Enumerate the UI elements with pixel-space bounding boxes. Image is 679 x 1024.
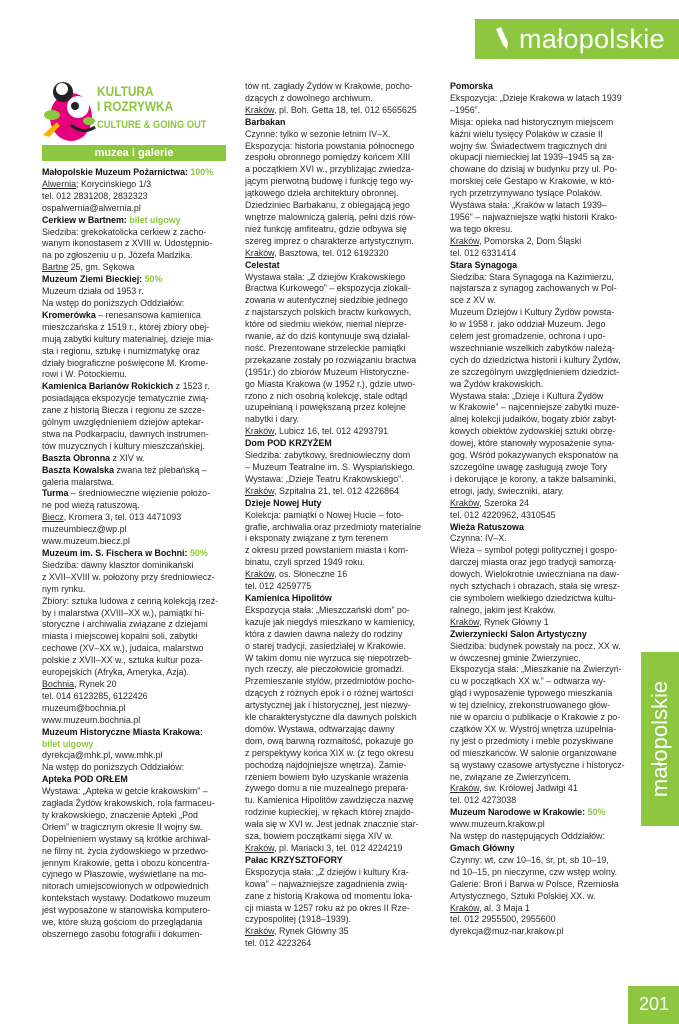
text-line: tu. Kamienica Hipolitów zawdzięcza nazwę [245,795,414,806]
text-line: tel. 012 4259775 [245,581,312,592]
section-title-line1: KULTURA [97,83,154,99]
text-line: dyrekcja@muz-nar.krakow.pl [450,926,564,937]
text-line: muzeum@bochnia.pl [42,702,126,713]
text-line: cie symbolem wielkiego dziedzictwa kultu- [450,592,616,603]
text-line: tów muzycznych i kultury mieszczańskiej. [42,440,205,451]
place-link[interactable]: Bochnia [42,678,75,689]
text-line: (1951r.) do zbiorów Muzeum Historyczne- [245,366,410,377]
text-line: rzeniem bowiem było uzyskanie wrażenia [245,771,409,782]
text-line: dyrekcja@mhk.pl, www.mhk.pl [42,750,163,761]
text-line: ne pod wieżą ratuszową. [42,500,140,511]
text-line: w tej dzielnicy, zrekonstruowanego głów- [450,700,611,711]
text-line: Ekspozycja: „Dzieje Krakowa w latach 1939 [450,92,622,103]
text-line: jennym Krakowie, getta i obozu koncentra- [42,857,210,868]
text-line [245,438,440,450]
text-line: tel. 012 2831208, 2832323 [42,190,148,201]
text-line [450,260,640,272]
text-line: które od siedmiu wieków, niemal nieprze- [245,319,407,330]
text-line: Misja: opieka nad historycznym miejscem [450,116,614,127]
text-line [450,617,640,629]
text-line [42,679,228,691]
entry-heading: Pałac KRZYSZTOFORY [245,854,343,865]
text-line [42,774,228,786]
entry-heading: Kromerówka [42,309,96,320]
text-line [245,593,440,605]
text-line: ze szczególnym uwzględnieniem dziedzict- [450,366,620,377]
page-number: 201 [638,994,669,1014]
text-line [42,274,228,286]
text-line: wa tego okresu. [450,223,513,234]
text-line: stwa na Podkarpaciu, dawnych instrumen- [42,428,209,439]
place-link[interactable]: Kraków [245,843,275,853]
text-line: Siedziba: Stara Synagoga na Kazimierzu, [450,271,614,282]
text-line [42,488,228,500]
text-line [42,179,228,191]
text-line: Ekspozycja: historia powstania północnego [245,140,415,151]
text-line: z XVII–XVIII w. położony przy średniowiecz- [42,571,215,582]
text-span: , Rynek Główny 1 [479,616,549,627]
text-line: wanym ikonostasem z XVIII w. Udostępnio- [42,238,213,249]
entry-heading: Dzieje Nowej Huty [245,497,322,508]
text-line: zagłada Żydów krakowskich, rola farmaceu- [42,798,215,809]
text-line: ne filmy nt. życia żydowskiego w przedwo- [42,845,209,856]
text-line [450,498,640,510]
column-3 [450,81,640,938]
pencil-icon [491,27,511,51]
text-span: , Szeroka 24 [479,497,529,508]
text-line: darczej miasta oraz jego tradycji samorzą- [450,557,617,568]
text-line: dzących z różnych epok i o różnej wartości [245,688,414,699]
text-line: Zbiory: sztuka ludowa z cenną kolekcją rzeź- [42,595,219,606]
text-line [42,381,228,393]
text-line: binatu, czyli sprzed 1949 roku. [245,557,365,568]
text-line: rowi i W. Potockiemu. [42,369,127,380]
text-line: ność. Prezentowane strzeleckie pamiątki [245,342,406,353]
text-line [245,926,440,938]
text-line [245,105,440,117]
text-line: wa Żydów krakowskich. [450,378,544,389]
text-line: a początkiem XVI w., przybliżając zwiedza- [245,164,414,175]
text-line [450,81,640,93]
text-line: ospalwernia@alwernia.pl [42,202,141,213]
text-line: uzupełnianą i powiększaną przez kolejne [245,402,406,413]
entry-heading: Baszta Obronna [42,452,111,463]
discount-label: bilet ulgowy [42,738,94,749]
entry-heading: Muzeum Narodowe w Krakowie: [450,807,588,818]
culture-mascot-icon [35,77,105,147]
text-line: najstarsza z synagog zachowanych w Pol- [450,283,617,294]
text-line [42,215,228,227]
text-line: Przemieszanie stylów, przedmiotów pocho- [245,676,415,687]
text-line: tel. 014 6123285, 6122426 [42,690,148,701]
text-line [42,262,228,274]
text-line: polskie z XVII–XX w., sztuka kultur poza- [42,655,203,666]
page-number-box [628,986,679,1024]
text-line: we, które służą gościom do przeglądania [42,917,203,928]
text-line: nitorach umiejscowionych w odpowiednich [42,881,209,892]
text-line: morskiej cele Gestapo w Krakowie, w któ- [450,176,615,187]
text-line [42,512,228,524]
section-title [97,84,173,114]
text-line: go Miasta Krakowa (w 1952 r.), gdzie utwo- [245,378,416,389]
place-link[interactable]: Kraków [245,485,275,496]
text-line: kaźni wielu tysięcy Polaków w czasie II [450,128,603,139]
text-line: w Krakowie” – najcenniejsze zabytki muze- [450,402,620,413]
text-line: Na wstęp do następujących Oddziałów: [450,831,605,842]
place-link[interactable]: Kraków [450,783,480,794]
text-line: ty krakowskiego, znaczenie Apteki „Pod [42,809,198,820]
entry-heading: Celestat [245,259,280,270]
text-line: mieszczańska z 1519 r., której zbiory obej- [42,321,210,332]
brand-banner [475,19,679,59]
text-line: działy biograficzne poświęcone M. Krome- [42,357,209,368]
entry-heading: Muzeum im. S. Fischera w Bochni: [42,548,190,558]
text-line [42,167,228,179]
text-line [245,426,440,438]
text-span: z 1523 r. [173,381,210,392]
text-span: , Pomorska 2, Dom Śląski [479,235,582,246]
place-link[interactable]: Kraków [245,569,275,580]
entry-heading: Małopolskie Muzeum Pożarnictwa: [42,167,191,177]
text-line: W takim domu nie wyrzuca się niepotrzeb- [245,652,412,663]
entry-heading: Stara Synagoga [450,259,518,270]
text-span: 25, gm. Sękowa [68,262,135,273]
text-line [245,248,440,260]
text-line: Kolekcja: pamiątki o Nowej Hucie – foto- [245,509,404,520]
text-line: alnej kolekcji judaików, bogaty zbiór zabyt- [450,414,617,425]
text-line: nabytki i dary. [245,414,300,425]
text-span: – średniowieczne więzienie położo- [68,488,211,499]
text-line: zowana w autentycznej siedzibie jednego [245,295,408,306]
entry-heading: Kamienica Barianów Rokickich [42,381,174,392]
discount-label: 100% [190,167,214,177]
text-line: kowa” – najważniejsze zagadnienia zwią- [245,878,408,889]
text-line: domów. Wystawa, odtwarzając dawny [245,723,395,734]
column-2 [245,81,440,950]
text-line: gląd i wyposażenie typowego mieszkania [450,688,613,699]
text-line: jącym pierwotną budowę i funkcję tego wy- [245,176,414,187]
text-line: rzono z nich osobną kolekcję, stale odtąd [245,390,408,401]
place-link[interactable]: Kraków [450,902,480,913]
place-link[interactable]: Alwernia [42,178,77,189]
text-line: Bractwa Kurkowego” – ekspozycja zlokali- [245,283,411,294]
text-span: , Rynek Główny 35 [274,926,349,937]
category-bar: muzea i galerie [42,145,226,161]
text-line: Ekspozycja stała: „Mieszkanie na Zwierzyń- [450,664,622,675]
text-line: tel. 012 6331414 [450,247,517,258]
text-line: Wystawa: „Apteka w getcie krakowskim” – [42,786,208,797]
text-line: Galerie: Broń i Barwa w Polsce, Rzemiosła [450,878,619,889]
text-line: nież funkcję amfiteatru, gdzie odbywa się [245,223,407,234]
brand-name: małopolskie [519,24,665,54]
text-span: , os. Słoneczne 16 [274,569,348,580]
text-line: cych do dziedzictwa historii i kultury Żydów, [450,354,621,365]
text-line: zespołu obronnego pomiędzy końcem XIII [245,152,411,163]
text-line: sce z XV w. [450,295,496,306]
text-line: Siedziba: grekokatolicka cerkiew z zacho- [42,226,207,237]
text-line: dom, ową barwną rozmaitość, pokazuje go [245,735,414,746]
entry-heading: Gmach Główny [450,843,515,853]
place-link[interactable]: Biecz [42,512,64,523]
text-line: muzeumbiecz@wp.pl [42,524,127,535]
text-span: , Basztowa, tel. 012 6192320 [274,247,389,258]
text-line: od mieszkańców. W salonie organizowane [450,747,617,758]
text-line: Wystawa stała: „Dzieje i Kultura Żydów [450,390,604,401]
text-line: Orłem” w tragicznym okresie II wojny św. [42,821,203,832]
text-line: Dopełnieniem wystawy są krótkie archiwal- [42,833,211,844]
text-line: galeria malarstwa. [42,476,115,487]
text-line [42,310,228,322]
text-line: Czynne: tylko w sezonie letnim IV–X. [245,128,391,139]
text-line: okupacji niemieckiej lat 1939–1945 są za- [450,152,615,163]
discount-label: 50% [144,274,163,285]
text-line: żywego domu a nie muzealnego prepara- [245,783,409,794]
text-line [450,807,640,819]
text-span: , Lubicz 16, tel. 012 4293791 [274,426,389,437]
text-line [450,783,640,795]
text-span: zwana też plebańską – [114,464,207,475]
text-line: jest wyposażone w stanowiska komputero- [42,905,211,916]
text-line: Na wstęp do poniższych Oddziałów: [42,297,185,308]
entry-heading: Turma [42,488,69,499]
entry-heading: Muzeum Historyczne Miasta Krakowa: [42,726,203,737]
place-link[interactable]: Kraków [245,426,275,437]
place-link[interactable]: Kraków [450,497,480,508]
side-tab [641,652,679,826]
text-line: zane z historią Krakowa od momentu loka- [245,890,413,901]
text-line: ło w 1958 r. jako oddział Muzeum. Jego [450,319,606,330]
text-line: i dekorujące je korony, a także balsaminki, [450,473,617,484]
text-line: ralnego, jakim jest Kraków. [450,604,556,615]
text-line: i eksponaty związane z tym terenem [245,533,389,544]
text-line: dowej, które stanowiły wyposażenie syna- [450,438,615,449]
text-line: wała się w XVI w. Jest jednak znacznie star- [245,819,419,830]
text-line: cu w początkach XX w.” – odtwarza wy- [450,676,606,687]
text-line: Wieża – symbol potęgi politycznej i gospo- [450,545,618,556]
place-link[interactable]: Kraków [245,926,275,937]
text-line: Siedziba: zabytkowy, średniowieczny dom [245,450,411,461]
text-line: Na wstęp do poniższych Oddziałów: [42,762,185,773]
text-line: Siedziba: budynek powstały na pocz. XX w. [450,640,621,651]
entry-heading: Pomorska [450,81,493,91]
text-line [42,453,228,465]
text-span: , pl. Mariacki 3, tel. 012 4224219 [274,843,403,853]
text-line: wnętrze malowniczą galerią, pełni dziś rów- [245,211,416,222]
column-1 [42,167,228,941]
text-line: tel. 012 4220962, 4310545 [450,509,556,520]
place-link[interactable]: Kraków [450,235,480,246]
text-line: tel. 012 2955500, 2955600 [450,914,556,925]
text-line [42,739,228,751]
text-span: , św. Królowej Jadwigi 41 [479,783,578,794]
text-line: – Muzeum Teatralne im. S. Wyspiańskiego. [245,462,415,472]
text-line: wszechnianie wszelkich zabytków należą- [450,342,615,353]
text-line: szereg imprez o charakterze artystycznym. [245,235,414,246]
text-line: celem jest gromadzenie, ochrona i upo- [450,331,606,342]
entry-heading: Wieża Ratuszowa [450,521,524,532]
text-line: nie w oparciu o publikacje o Krakowie z po- [450,712,621,723]
text-line: Wystawa stała: „Z dziejów Krakowskiego [245,271,406,282]
text-line [42,465,228,477]
text-line: posiadająca ekspozycje tematycznie zwią- [42,393,209,404]
text-line: która z dawien dawna należy do rodziny [245,628,403,639]
entry-heading: Muzeum Ziemi Bieckiej: [42,274,145,285]
place-link[interactable]: Kraków [245,104,275,115]
text-span: , Szpitalna 21, tel. 012 4226864 [274,485,399,496]
text-line: www.muzeum.bochnia.pl [42,714,141,725]
text-line: kle charakterystyczne dla dawnych polskich [245,712,417,723]
text-line: rwanie, aż do dziś kontynuuje swą działal- [245,331,411,342]
text-line: o starej tradycji, zasiedziałej w Krakowie. [245,640,406,651]
place-link[interactable]: Kraków [245,247,275,258]
text-line: z perspektywy końca XIX w. (z tego okresu [245,747,414,758]
text-line [245,569,440,581]
text-line: czątków XX w. Wystrój wnętrza uzupełnia- [450,723,617,734]
entry-heading: Apteka POD ORŁEM [42,774,128,785]
text-line: rych przetrzymywano tysiące Polaków. [450,188,602,199]
text-line: storyczne i archiwalia związane z dziejami [42,619,208,630]
text-line: czypospolitej (1918–1939). [245,914,352,925]
text-line: kowych obiektów żydowskiej sztuki obrzę- [450,426,616,437]
text-line: Artystycznego, Sztuki Polskiej XX. w. [450,890,596,901]
text-line: nd 10–15, pn nieczynne, czw wstęp wolny. [450,866,618,877]
text-line: artystycznej jak i historycznej, jest niezwy- [245,700,411,711]
discount-label: 50% [189,548,208,558]
entry-heading: Baszta Kowalska [42,464,115,475]
side-tab-label: małopolskie [647,680,672,798]
discount-label: bilet ulgowy [129,214,181,225]
text-line: gólnym uwzględnieniem dziejów aptekar- [42,417,204,428]
text-line: cji miasta w 1257 roku aż po okres II Rze- [245,902,410,913]
text-line: kontekstach wystawy. Dodatkowo muzeum [42,893,211,904]
text-line: 1956” – najważniejsze wątki historii Krako- [450,211,618,222]
text-line: obszernego zasobu fotografii i dokumen- [42,929,203,939]
text-line: dowych. Wielokrotnie uwieczniana na daw- [450,569,620,580]
text-line: Czynny: wt, czw 10–16, śr, pt, sb 10–19, [450,854,609,865]
text-line: jątkowego dzieła architektury obronnej. [245,188,399,199]
entry-heading: Dom POD KRZYŻEM [245,438,332,449]
discount-label: 50% [587,807,606,818]
text-line: Dziedziniec Barbakanu, z obiegającą jego [245,200,410,211]
text-line: nym rynku. [42,583,86,594]
text-line: chowane do dzisiaj w budynku przy ul. Po- [450,164,618,175]
text-line [245,843,440,855]
entry-heading: Zwierzyniecki Salon Artystyczny [450,628,587,639]
text-line: z okresu przed powstaniem miasta i kom- [245,545,409,556]
text-span: , Rynek 20 [74,678,117,689]
text-line [42,727,228,739]
text-line: Siedziba: dawny klasztor dominikański [42,559,194,570]
text-line: Muzeum Dziejów i Kultury Żydów powsta- [450,307,615,318]
text-line: dzących z dowolnego archiwum. [245,92,373,103]
text-line: tów nt. zagłady Żydów w Krakowie, pocho- [245,81,413,91]
text-line [450,236,640,248]
text-line: szczególne uwagę zasługują zwoje Tory [450,462,608,472]
text-line: tel. 012 4223264 [245,938,312,949]
text-line: cechowe (XV–XX w.), judaica, malarstwo [42,643,204,654]
section-subtitle: CULTURE & GOING OUT [97,119,207,131]
entry-heading: Kamienica Hipolitów [245,592,332,603]
place-link[interactable]: Bartne [42,262,69,273]
text-line: etrogi, jady, świeczniki, atary. [450,485,565,496]
text-span: , pl. Boh. Getta 18, tel. 012 6565625 [274,104,417,115]
text-line [450,522,640,534]
text-line: Czynna: IV–X. [450,533,507,544]
text-line: –1956”. [450,104,481,115]
text-span: , Kromera 3, tel. 013 4471093 [63,512,182,523]
text-line [245,117,440,129]
text-line: Ekspozycja stała: „Z dziejów i kultury Kra- [245,866,409,877]
text-line: są wystawy czasowe artystyczne i historycz- [450,759,625,770]
text-line [450,903,640,915]
text-line: zane z historią Biecza i regionu ze szcze- [42,405,205,416]
text-span: ; Korycińskiego 1/3 [76,178,152,189]
text-span: , al. 3 Maja 1 [479,902,530,913]
text-line: Wystawa stała: „Kraków w latach 1939– [450,200,607,211]
text-line [42,548,228,560]
text-line: z najstarszych polskich bractw kurkowych, [245,307,412,318]
text-line: sza, bowiem początkami sięga XIV w. [245,831,393,842]
text-line [245,486,440,498]
text-line [245,498,440,510]
text-line: grafie, archiwalia oraz przedmioty materialne [245,521,422,532]
text-line: gog. Wśród pokazywanych eksponatów na [450,450,619,461]
text-line: mują zabytki kultury materialnej, dzieje mia- [42,333,214,344]
text-line [245,855,440,867]
text-line: pochodzą najdojniejsze wnętrza). Zamie- [245,759,407,770]
text-span: z XIV w. [110,452,145,463]
text-line: tel. 012 4273038 [450,795,517,806]
text-line: rodzinie kupieckiej, w rękach której znajdo- [245,807,414,818]
text-line [450,843,640,855]
text-line [245,260,440,272]
text-line: www.muzeum.biecz.pl [42,536,130,547]
place-link[interactable]: Kraków [450,616,480,627]
text-line: miasta i miejscowej kopalni soli, zabytki [42,631,198,642]
text-line: europejskich (Afryka, Ameryka, Azja). [42,667,189,678]
text-line: kazuje jak niegdyś mieszkano w kamienicy, [245,616,416,627]
text-line: wojny św. Świadectwem tragicznych dni [450,140,607,151]
text-line: nych sztychach i obrazach, stała się wresz- [450,581,621,592]
entry-heading: Barbakan [245,116,286,127]
text-line: cyjnego w Płaszowie, wyświetlane na mo- [42,869,207,880]
text-line: przekazane zostały po rozwiązaniu bractwa [245,354,417,365]
entry-heading: Cerkiew w Bartnem: [42,214,130,225]
text-line: www.muzeum.krakow.pl [450,819,545,830]
text-line: Ekspozycja stała: „Mieszczański dom” po- [245,604,410,615]
text-line: Wystawa: „Dzieje Teatru Krakowskiego”. [245,473,404,484]
text-line: na po zgłoszeniu u p. Józefa Madzika. [42,250,193,261]
text-line: nych rzeczy, ale pieczołowicie gromadzi. [245,664,405,675]
text-line: sta i regionu, sztukę i numizmatykę oraz [42,345,200,356]
text-line: ny jest o przedmioty i meble pozyskiwane [450,735,614,746]
text-line: w ówczesnej gminie Zwierzyniec. [450,652,581,663]
section-title-line2: I ROZRYWKA [97,98,174,114]
text-line: Muzeum działa od 1953 r. [42,286,144,297]
text-span: – renesansowa kamienica [95,309,201,320]
text-line: by i malarstwa (XVIII–XX w.), pamiątki hi- [42,607,205,618]
text-line: ne, związane ze Zwierzyńcem. [450,771,571,782]
text-line [450,629,640,641]
